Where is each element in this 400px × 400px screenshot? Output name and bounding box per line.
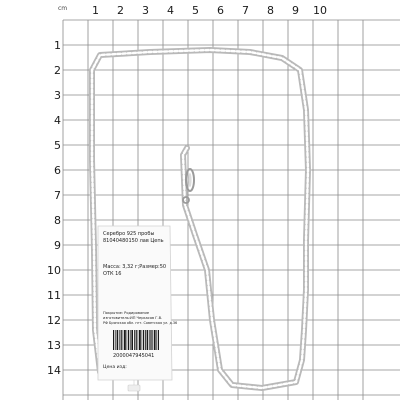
tag-manufacturer: изготовитель:ИП Черкасов Г.В. — [103, 316, 163, 320]
y-tick-4: 4 — [54, 114, 61, 127]
barcode-number: 2000047945041 — [113, 353, 155, 359]
ruler-unit-label: cm — [58, 5, 68, 12]
y-tick-9: 9 — [54, 239, 61, 252]
x-tick-2: 2 — [117, 4, 124, 17]
tag-coating: Покрытие: Родирование — [103, 311, 150, 315]
y-tick-7: 7 — [54, 189, 61, 202]
tag-address: РФ Брянская обл. пгт. Советская ул. д.36 — [103, 321, 178, 325]
x-tick-10: 10 — [313, 4, 327, 17]
y-tick-8: 8 — [54, 214, 61, 227]
tag-otk: ОТК 16 — [103, 271, 122, 277]
x-tick-7: 7 — [242, 4, 249, 17]
y-tick-1: 1 — [54, 39, 61, 52]
y-tick-2: 2 — [54, 64, 61, 77]
x-tick-9: 9 — [292, 4, 299, 17]
x-tick-5: 5 — [192, 4, 199, 17]
y-tick-11: 11 — [47, 289, 61, 302]
y-tick-6: 6 — [54, 164, 61, 177]
y-tick-10: 10 — [47, 264, 61, 277]
tag-metal: Серебро 925 пробы — [103, 231, 155, 237]
price-label: Цена изд: — [103, 365, 127, 370]
tag-article: 81040480150 лав Цепь — [103, 238, 164, 244]
tag-mass-size: Масса: 3,32 г;Размер:50 — [103, 264, 167, 270]
x-tick-6: 6 — [217, 4, 224, 17]
y-tick-12: 12 — [47, 314, 61, 327]
x-tick-1: 1 — [92, 4, 99, 17]
price-tag — [98, 226, 177, 391]
x-tick-3: 3 — [142, 4, 149, 17]
y-tick-14: 14 — [47, 364, 61, 377]
y-tick-13: 13 — [47, 339, 61, 352]
x-tick-4: 4 — [167, 4, 174, 17]
x-tick-8: 8 — [267, 4, 274, 17]
y-tick-5: 5 — [54, 139, 61, 152]
y-tick-3: 3 — [54, 89, 61, 102]
